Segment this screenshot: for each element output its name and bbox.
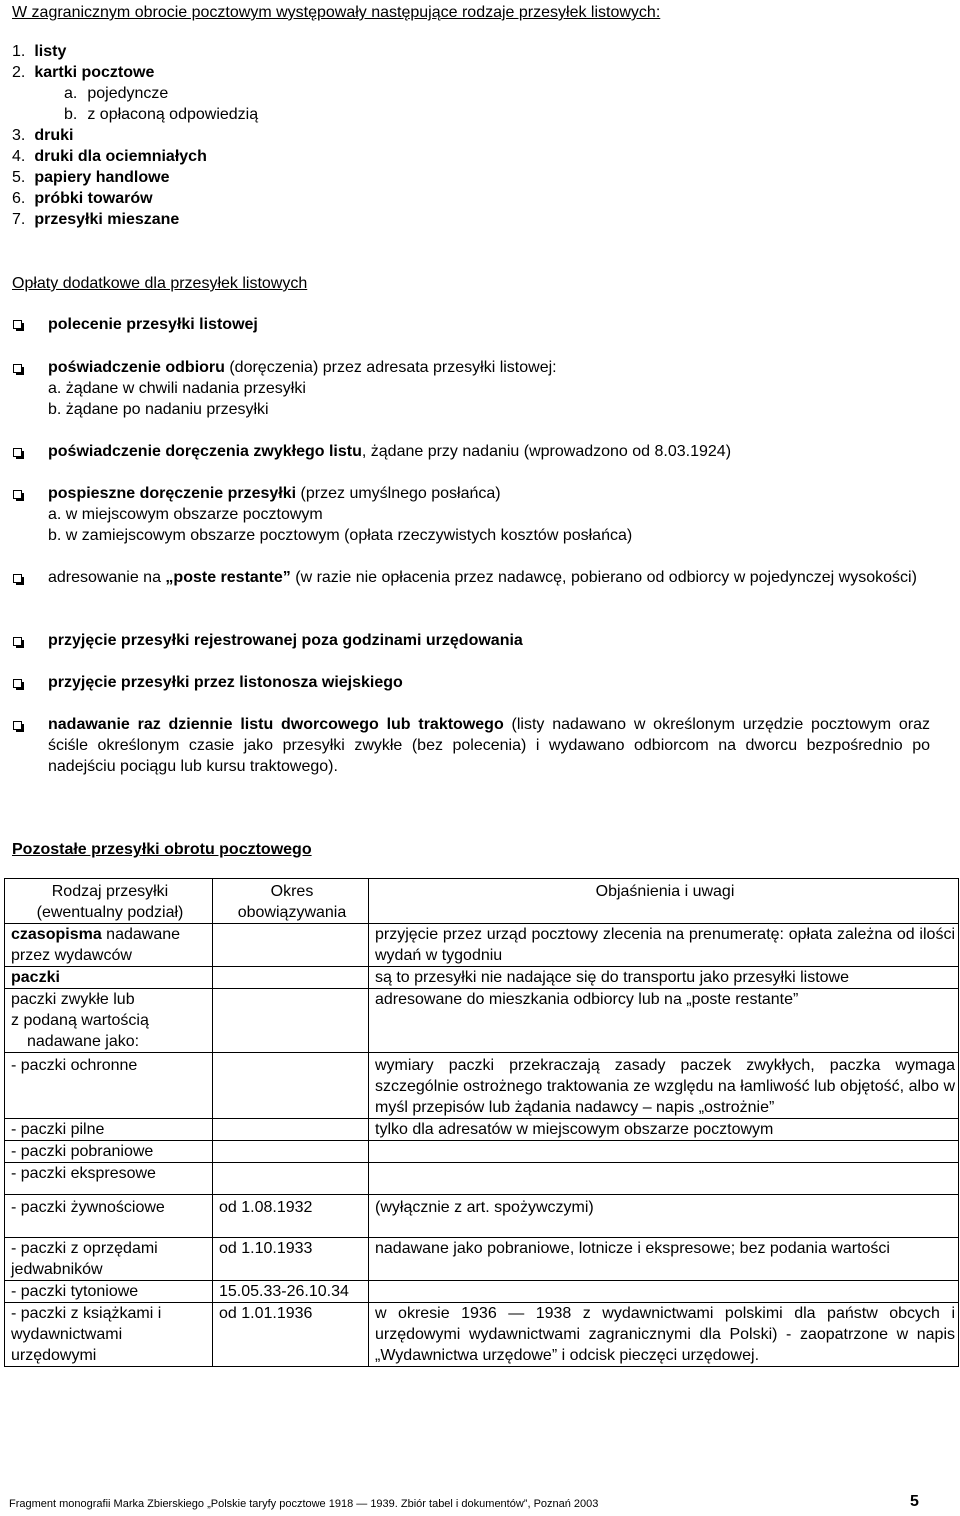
fee-item: polecenie przesyłki listowej	[48, 316, 258, 333]
list-item: b. z opłaconą odpowiedzią	[64, 106, 259, 123]
table-cell: paczki	[5, 967, 213, 989]
fee-subitem: b. żądane po nadaniu przesyłki	[48, 401, 269, 418]
table-cell: - paczki z książkami i wydawnictwami urzędowymi	[5, 1303, 213, 1367]
other-heading: Pozostałe przesyłki obrotu pocztowego	[12, 841, 312, 858]
checkbox-bullet-icon	[13, 721, 22, 730]
table-cell	[369, 1281, 959, 1303]
table-cell: - paczki żywnościowe	[5, 1195, 213, 1238]
table-row	[5, 1141, 959, 1163]
fee-subitem: b. w zamiejscowym obszarze pocztowym (opłata rzeczywistych kosztów posłańca)	[48, 527, 633, 544]
list-item: 2. kartki pocztowe	[12, 64, 155, 81]
table-header-cell: Objaśnienia i uwagi	[369, 879, 959, 924]
fee-item: adresowanie na „poste restante” (w razie nie opłacenia przez nadawcę, pobierano od odbiorcy w pojedynczej wysokości)	[48, 569, 917, 586]
checkbox-bullet-icon	[13, 679, 22, 688]
list-item: 5. papiery handlowe	[12, 169, 170, 186]
table-header-row	[5, 879, 959, 924]
table-cell	[213, 989, 369, 1053]
list-item: 3. druki	[12, 127, 74, 144]
table-cell	[369, 1163, 959, 1195]
table-cell: 15.05.33-26.10.34	[213, 1281, 369, 1303]
page-heading: W zagranicznym obrocie pocztowym występowały następujące rodzaje przesyłek listowych:	[12, 4, 661, 21]
list-item: a. pojedyncze	[64, 85, 169, 102]
table-cell: przyjęcie przez urząd pocztowy zlecenia na prenumeratę: opłata zależna od ilości wydań w tygodniu	[369, 924, 959, 967]
fee-subitem: a. w miejscowym obszarze pocztowym	[48, 506, 323, 523]
table-cell	[213, 967, 369, 989]
table-row	[5, 1281, 959, 1303]
table-row	[5, 989, 959, 1053]
page-number: 5	[910, 1493, 919, 1510]
table-cell: są to przesyłki nie nadające się do transportu jako przesyłki listowe	[369, 967, 959, 989]
table-cell: od 1.08.1932	[213, 1195, 369, 1238]
table-cell: - paczki tytoniowe	[5, 1281, 213, 1303]
table-cell: (wyłącznie z art. spożywczymi)	[369, 1195, 959, 1238]
checkbox-bullet-icon	[13, 448, 22, 457]
table-cell	[213, 1163, 369, 1195]
table-cell: - paczki pobraniowe	[5, 1141, 213, 1163]
fee-item: przyjęcie przesyłki przez listonosza wiejskiego	[48, 674, 403, 691]
list-item: 7. przesyłki mieszane	[12, 211, 180, 228]
fee-item: poświadczenie doręczenia zwykłego listu, żądane przy nadaniu (wprowadzono od 8.03.1924)	[48, 443, 732, 460]
table-cell: wymiary paczki przekraczają zasady paczek zwykłych, paczka wymaga szczególnie ostrożnego traktowania ze względu na łamliwość lub objętość, albo w myśl przepisów lub żądania nadawcy – napis „ostrożnie”	[369, 1053, 959, 1119]
list-item: 6. próbki towarów	[12, 190, 153, 207]
table-cell: tylko dla adresatów w miejscowym obszarze pocztowym	[369, 1119, 959, 1141]
table-cell: w okresie 1936 — 1938 z wydawnictwami polskimi dla państw obcych i urzędowymi wydawnictwami zagranicznymi dla Polski) - zaopatrzone w napis „Wydawnictwa urzędowe” i odcisk pieczęci urzędowej.	[369, 1303, 959, 1367]
table-cell: paczki zwykłe lub z podaną wartością nadawane jako:	[5, 989, 213, 1053]
table-cell: - paczki ekspresowe	[5, 1163, 213, 1195]
table-cell	[369, 1141, 959, 1163]
fee-subitem: a. żądane w chwili nadania przesyłki	[48, 380, 306, 397]
table-row	[5, 1195, 959, 1238]
table-header-cell: Rodzaj przesyłki (ewentualny podział)	[5, 879, 213, 924]
list-item: 4. druki dla ociemniałych	[12, 148, 207, 165]
list-item: 1. listy	[12, 43, 67, 60]
table-row	[5, 1238, 959, 1281]
table-cell: - paczki ochronne	[5, 1053, 213, 1119]
fee-item: nadawanie raz dziennie listu dworcowego lub traktowego (listy nadawano w określonym urzędzie pocztowym oraz ściśle określonym czasie jako przesyłki zwykłe (bez polecenia) i wydawano odbiorcom na dworcu bezpośrednio po nadejściu pociągu lub kursu traktowego).	[48, 716, 930, 775]
footer-citation: Fragment monografii Marka Zbierskiego „Polskie taryfy pocztowe 1918 — 1939. Zbiór tabel i dokumentów”, Poznań 2003	[9, 1498, 599, 1510]
table-cell	[213, 924, 369, 967]
table-cell	[213, 1119, 369, 1141]
table-row	[5, 1303, 959, 1367]
table-cell	[213, 1141, 369, 1163]
checkbox-bullet-icon	[13, 574, 22, 583]
table-cell: - paczki pilne	[5, 1119, 213, 1141]
table-row	[5, 1119, 959, 1141]
parcels-table	[4, 878, 959, 1367]
table-cell: od 1.10.1933	[213, 1238, 369, 1281]
fee-item: pospieszne doręczenie przesyłki (przez umyślnego posłańca)	[48, 485, 501, 502]
table-cell: nadawane jako pobraniowe, lotnicze i ekspresowe; bez podania wartości	[369, 1238, 959, 1281]
table-cell: od 1.01.1936	[213, 1303, 369, 1367]
checkbox-bullet-icon	[13, 320, 22, 329]
table-cell: - paczki z oprzędami jedwabników	[5, 1238, 213, 1281]
table-row	[5, 1053, 959, 1119]
table-row	[5, 1163, 959, 1195]
checkbox-bullet-icon	[13, 637, 22, 646]
fee-item: poświadczenie odbioru (doręczenia) przez adresata przesyłki listowej:	[48, 359, 557, 376]
table-header-cell: Okres obowiązywania	[213, 879, 369, 924]
table-cell: czasopisma nadawane przez wydawców	[5, 924, 213, 967]
fee-item: przyjęcie przesyłki rejestrowanej poza godzinami urzędowania	[48, 632, 523, 649]
table-cell: adresowane do mieszkania odbiorcy lub na „poste restante”	[369, 989, 959, 1053]
checkbox-bullet-icon	[13, 364, 22, 373]
fees-heading: Opłaty dodatkowe dla przesyłek listowych	[12, 275, 308, 292]
table-cell	[213, 1053, 369, 1119]
table-row	[5, 967, 959, 989]
table-row	[5, 924, 959, 967]
checkbox-bullet-icon	[13, 490, 22, 499]
